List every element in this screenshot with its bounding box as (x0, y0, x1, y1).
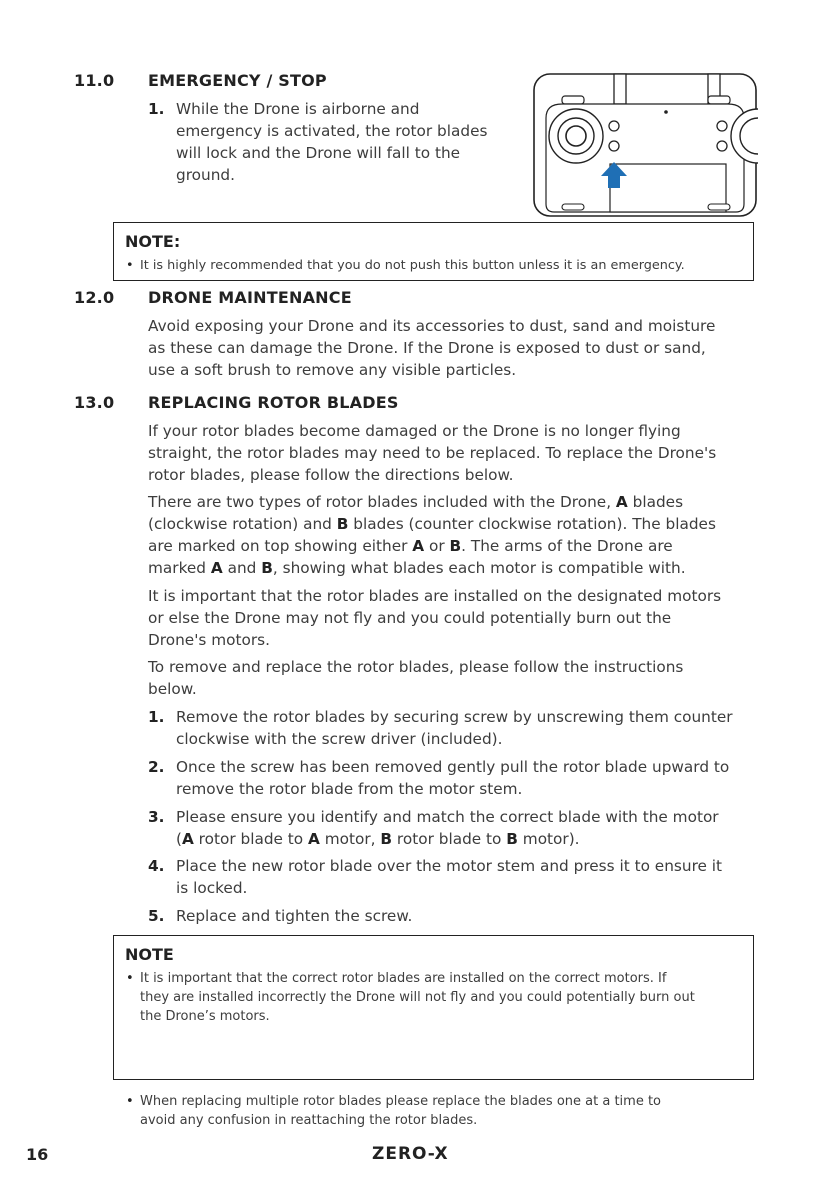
section-title-emergency-stop: EMERGENCY / STOP (148, 71, 327, 90)
note-box-rotor-blades (113, 935, 754, 1128)
note-item-2: • When replacing multiple rotor blades please replace the blades one at a time to avoid any confusion in reattaching the rotor blades. (122, 1092, 765, 1130)
page-number: 16 (26, 1145, 49, 1164)
note-title: NOTE: (125, 232, 181, 251)
rotor-paragraph-1: If your rotor blades become damaged or the Drone is no longer flying straight, the rotor blades may need to be replaced. To replace the Drone's rotor blades, please follow the directions below. (148, 422, 717, 484)
section-title-replacing-rotor-blades: REPLACING ROTOR BLADES (148, 393, 399, 412)
step-number: 1. (148, 100, 165, 118)
note-item: • It is highly recommended that you do not push this button unless it is an emergency. (122, 256, 770, 275)
note-box-emergency (113, 222, 754, 281)
step-text: While the Drone is airborne and emergency is activated, the rotor blades will lock and the Drone will fall to the ground. (176, 100, 488, 184)
rotor-step-3: 3. Please ensure you identify and match the correct blade with the motor (A rotor blade to A motor, B rotor blade to B motor). (148, 808, 719, 848)
section-number-11: 11.0 (74, 71, 115, 90)
note-title: NOTE (125, 945, 174, 964)
rotor-step-5: 5. Replace and tighten the screw. (148, 907, 413, 925)
note-item-1: • It is important that the correct rotor blades are installed on the correct motors. If they are installed incorrectly the Drone will not fly and you could potentially burn out the Drone’s motors. (122, 969, 765, 1026)
section-number-13: 13.0 (74, 393, 115, 412)
rotor-paragraph-2: There are two types of rotor blades included with the Drone, A blades (clockwise rotation) and B blades (counter clockwise rotation). The blades are marked on top showing either A or B. The arms of the Drone are marked A and B, showing what blades each motor is compatible with. (148, 493, 716, 577)
rotor-step-1: 1. Remove the rotor blades by securing screw by unscrewing them counter clockwise with the screw driver (included). (148, 708, 733, 748)
maintenance-paragraph: Avoid exposing your Drone and its accessories to dust, sand and moisture as these can damage the Drone. If the Drone is exposed to dust or sand, use a soft brush to remove any visible particles. (148, 317, 716, 379)
section-title-drone-maintenance: DRONE MAINTENANCE (148, 288, 352, 307)
controller-illustration (532, 72, 758, 218)
rotor-step-4: 4. Place the new rotor blade over the motor stem and press it to ensure it is locked. (148, 857, 723, 897)
zero-x-logo: ZERO-X (372, 1144, 449, 1164)
section-number-12: 12.0 (74, 288, 115, 307)
rotor-paragraph-4: To remove and replace the rotor blades, please follow the instructions below. (148, 658, 684, 698)
rotor-step-2: 2. Once the screw has been removed gently pull the rotor blade upward to remove the rotor blade from the motor stem. (148, 758, 730, 798)
rotor-paragraph-3: It is important that the rotor blades are installed on the designated motors or else the Drone may not fly and you could potentially burn out the Drone's motors. (148, 587, 722, 649)
emergency-step-1 (148, 98, 508, 186)
